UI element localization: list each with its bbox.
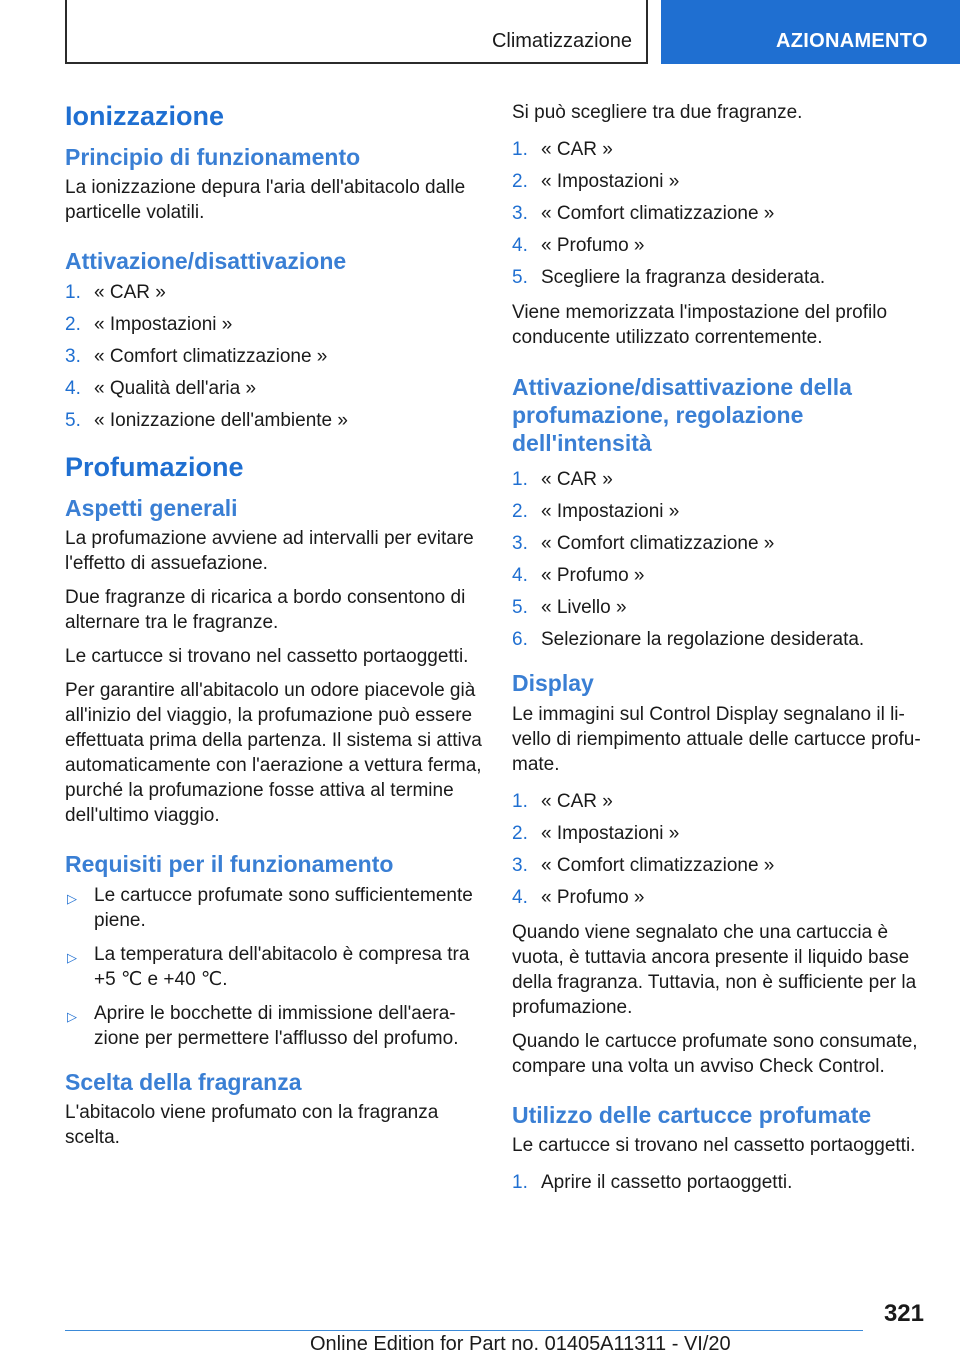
triangle-bullet-icon: ▷ <box>67 890 77 906</box>
text-memo: Viene memorizzata l'impostazione del profilo conducente utilizzato correntemente. <box>512 302 888 348</box>
step-item: 2. « Impostazioni » <box>512 822 680 844</box>
step-item: 1. Aprire il cassetto portaoggetti. <box>512 1172 793 1194</box>
text-principio: La ionizzazione depura l'aria dell'abitacolo dalle particelle volatili. <box>65 177 466 224</box>
text-scelta: L'abitacolo viene profumato con la fragranza scelta. <box>65 1102 439 1149</box>
step-item: 4. « Profumo » <box>512 886 645 908</box>
right-column <box>512 100 932 1205</box>
step-item: 2. « Impostazioni » <box>512 501 680 522</box>
text-display: Le immagini sul Control Display segnalano il livello di riempimento attuale delle cartucce profumate. <box>512 703 921 775</box>
footer-edition: Online Edition for Part no. 01405A11311 - VI/20 <box>310 1333 731 1355</box>
text-aspetti-2: Due fragranze di ricarica a bordo consentono di alternare tra le fragranze. <box>65 587 466 634</box>
text-vuota: Quando viene segnalato che una cartuccia è vuota, è tuttavia ancora presente il liquido base della fragranza. Tuttavia, non è sufficiente per la profumazione. <box>512 921 917 1018</box>
step-item: 4. « Qualità dell'aria » <box>65 377 257 399</box>
text-intro: Si può scegliere tra due fragranze. <box>512 102 803 123</box>
steps-attivazione <box>65 280 485 433</box>
text-aspetti-4: Per garantire all'abitacolo un odore piacevole già all'inizio del viaggio, la profumazione può essere effettuata prima della partenza. Il sistema si attiva automaticamente con l'aerazione a vettura ferma, purché la profumazione fosse attiva al termine dell'ultimo viaggio. <box>65 680 482 827</box>
steps-scelta <box>512 137 932 290</box>
heading-display: Display <box>512 670 594 696</box>
bullet-item: ▷ Le cartucce profumate sono sufficientemente piene. <box>67 884 473 931</box>
text-consumate: Quando le cartucce profumate sono consumate, compare una volta un avviso Check Control. <box>512 1030 918 1077</box>
step-item: 1. « CAR » <box>65 281 166 303</box>
step-item: 1. « CAR » <box>512 469 613 490</box>
heading-scelta: Scelta della fragranza <box>65 1068 302 1095</box>
bullet-item: ▷ La temperatura dell'abitacolo è compresa tra +5 ℃ e +40 ℃. <box>67 943 470 990</box>
heading-attivazione: Attivazione/disattivazione <box>65 248 347 275</box>
step-item: 2. « Impostazioni » <box>512 171 680 192</box>
step-item: 5. Scegliere la fragranza desiderata. <box>512 267 826 288</box>
step-item: 1. « CAR » <box>512 139 613 160</box>
bullet-item: ▷ Aprire le bocchette di immissione dell'aerazione per permettere l'afflusso del profumo. <box>67 1002 459 1049</box>
steps-display <box>512 789 932 910</box>
heading-attivazione-profumazione: Attivazione/disattivazione della profumazione, regolazione dell'intensità <box>512 374 852 456</box>
step-item: 4. « Profumo » <box>512 235 645 256</box>
step-item: 3. « Comfort climatizzazione » <box>512 533 775 554</box>
heading-profumazione: Profumazione <box>65 451 244 482</box>
left-column <box>65 100 485 1159</box>
footer-divider <box>65 1330 863 1331</box>
heading-aspetti: Aspetti generali <box>65 494 238 521</box>
step-item: 3. « Comfort climatizzazione » <box>512 854 775 876</box>
header-chapter-tab: AZIONAMENTO <box>661 0 960 64</box>
step-item: 6. Selezionare la regolazione desiderata. <box>512 629 865 650</box>
steps-attivazione-profumazione <box>512 467 932 652</box>
heading-principio: Principio di funzionamento <box>65 143 361 170</box>
steps-utilizzo <box>512 1170 932 1195</box>
text-aspetti-3: Le cartucce si trovano nel cassetto portaoggetti. <box>65 646 469 668</box>
triangle-bullet-icon: ▷ <box>67 949 77 965</box>
text-utilizzo: Le cartucce si trovano nel cassetto portaoggetti. <box>512 1135 916 1157</box>
header-section-title: Climatizzazione <box>491 30 632 52</box>
heading-utilizzo: Utilizzo delle cartucce profumate <box>512 1101 872 1128</box>
step-item: 5. « Livello » <box>512 597 627 618</box>
step-item: 5. « Ionizzazione dell'ambiente » <box>65 409 348 431</box>
step-item: 2. « Impostazioni » <box>65 313 233 335</box>
step-item: 1. « CAR » <box>512 790 613 812</box>
step-item: 4. « Profumo » <box>512 565 645 586</box>
page-number: 321 <box>883 1300 924 1327</box>
heading-requisiti: Requisiti per il funzionamento <box>65 851 394 878</box>
triangle-bullet-icon: ▷ <box>67 1008 77 1024</box>
text-aspetti-1: La profumazione avviene ad intervalli per evitare l'effetto di assuefazione. <box>65 528 474 575</box>
step-item: 3. « Comfort climatizzazione » <box>512 203 775 224</box>
heading-ionizzazione: Ionizzazione <box>65 101 225 131</box>
step-item: 3. « Comfort climatizzazione » <box>65 345 328 367</box>
header-section-box <box>65 0 648 64</box>
list-requisiti <box>65 883 485 1051</box>
